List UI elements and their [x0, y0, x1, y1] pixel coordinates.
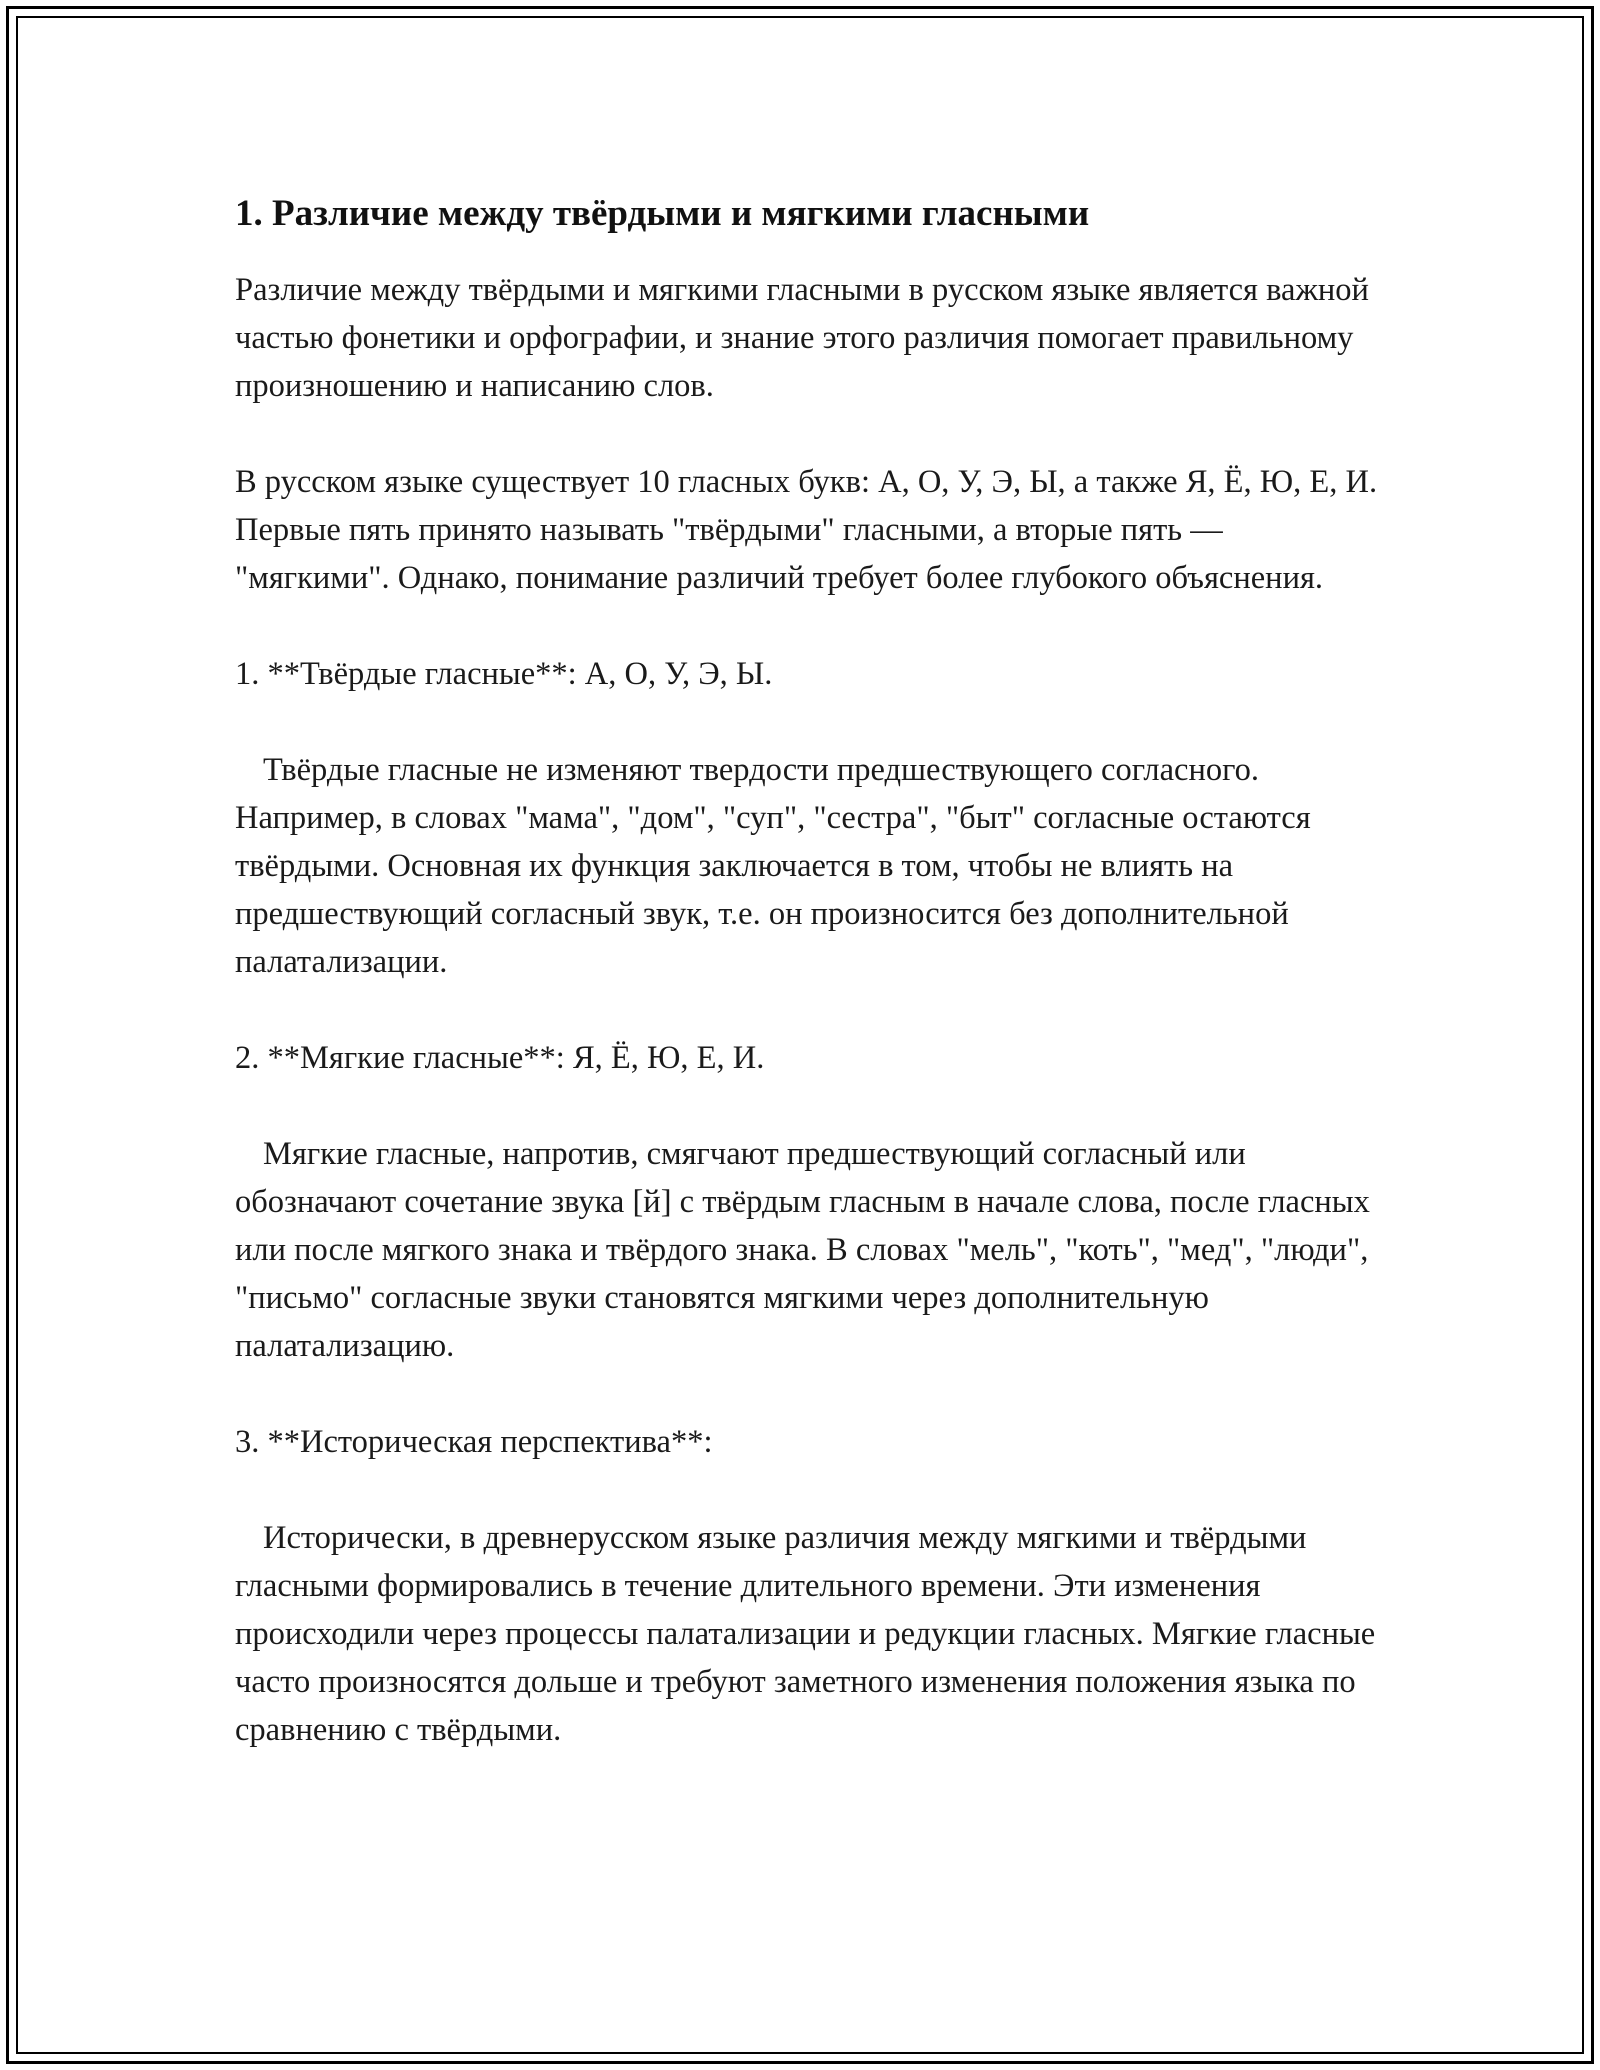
historical-perspective-list-item: 3. **Историческая перспектива**: — [235, 1424, 713, 1460]
intro-paragraph: Различие между твёрдыми и мягкими гласными в русском языке является важной частью фонетики и орфографии, и знание этого различия помогает правильному произношению и написанию слов. — [235, 272, 1369, 404]
historical-perspective-description: Исторически, в древнерусском языке различия между мягкими и твёрдыми гласными формировались в течение длительного времени. Эти изменения происходили через процессы палатализации и редукции гласных. Мягкие гласные часто произносятся дольше и требуют заметного изменения положения языка по сравнению с твёрдыми. — [235, 1520, 1376, 1748]
vowels-overview-paragraph: В русском языке существует 10 гласных букв: А, О, У, Э, Ы, а также Я, Ё, Ю, Е, И. Первые пять принято называть "твёрдыми" гласными, а вторые пять — "мягкими". Однако, понимание различий требует более глубокого объяснения. — [235, 464, 1378, 596]
paragraph-spacer — [235, 410, 1385, 458]
soft-vowels-description: Мягкие гласные, напротив, смягчают предшествующий согласный или обозначают сочетание звука [й] с твёрдым гласным в начале слова, после гласных или после мягкого знака и твёрдого знака. В словах "мель", "коть", "мед", "люди", "письмо" согласные звуки становятся мягкими через дополнительную палатализацию. — [235, 1136, 1370, 1364]
document-body — [235, 190, 1385, 1754]
paragraph-spacer — [235, 1370, 1385, 1418]
paragraph-spacer — [235, 1082, 1385, 1130]
paragraph-spacer — [235, 1466, 1385, 1514]
paragraph-spacer — [235, 602, 1385, 650]
hard-vowels-description: Твёрдые гласные не изменяют твердости предшествующего согласного. Например, в словах "мама", "дом", "суп", "сестра", "быт" согласные остаются твёрдыми. Основная их функция заключается в том, чтобы не влиять на предшествующий согласный звук, т.е. он произносится без дополнительной палатализации. — [235, 752, 1311, 980]
paragraph-spacer — [235, 698, 1385, 746]
hard-vowels-list-item: 1. **Твёрдые гласные**: А, О, У, Э, Ы. — [235, 656, 773, 692]
soft-vowels-list-item: 2. **Мягкие гласные**: Я, Ё, Ю, Е, И. — [235, 1040, 765, 1076]
section-heading: 1. Различие между твёрдыми и мягкими гласными — [235, 193, 1090, 234]
paragraph-spacer — [235, 986, 1385, 1034]
